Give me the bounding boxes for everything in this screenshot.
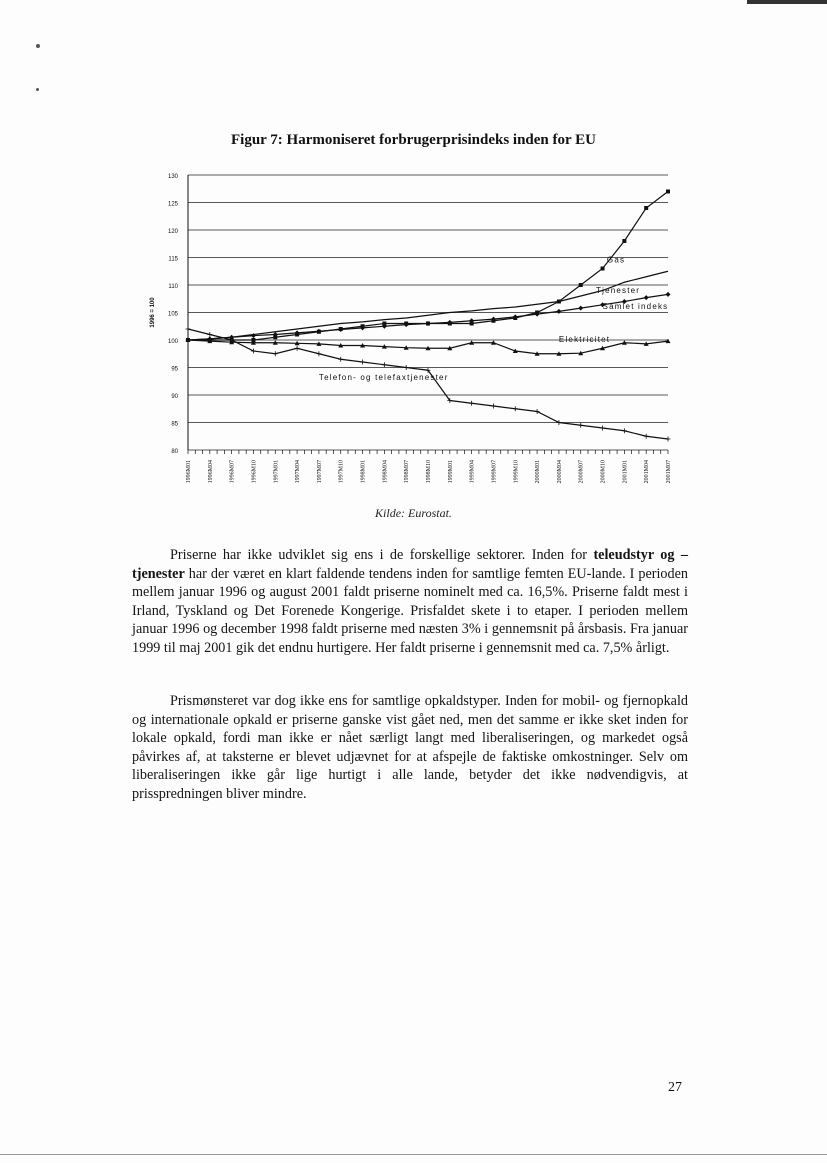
y-tick-label: 85 bbox=[171, 421, 178, 428]
x-tick-label: 1999M07 bbox=[491, 460, 498, 484]
gas-marker bbox=[666, 190, 670, 194]
x-tick-label: 1999M04 bbox=[469, 460, 476, 484]
telefon-marker bbox=[295, 346, 300, 351]
gas-marker bbox=[622, 239, 626, 243]
paragraph-2 bbox=[132, 692, 688, 804]
scan-speck bbox=[36, 88, 39, 91]
index-marker bbox=[644, 295, 649, 300]
gas-marker bbox=[601, 267, 605, 271]
x-tick-label: 1998M04 bbox=[382, 460, 389, 484]
telefon-marker bbox=[404, 365, 409, 370]
x-tick-label: 1998M10 bbox=[426, 460, 432, 484]
telefon-marker bbox=[513, 406, 518, 411]
x-tick-label: 1997M07 bbox=[316, 460, 323, 484]
figure-title: Figur 7: Harmoniseret forbrugerprisindeks inden for EU bbox=[231, 132, 596, 148]
y-tick-label: 90 bbox=[171, 394, 178, 400]
series-label-2: Samlet indeks bbox=[602, 301, 669, 311]
index-marker bbox=[556, 309, 561, 314]
paragraph-2-body: Prismønsteret var dog ikke ens for samtlige opkaldstyper. Inden for mobil- og fjernopkald og internationale opkald er priserne ganske vist gået ned, men det samme er ikke sket inden for lokale opkald, fordi man ikke er nået særligt langt med liberaliseringen, og markedet også påvirkes af, at taksterne er blevet udjævnet for at afspejle de faktiske omkostninger. Selv om liberaliseringen ikke går lige hurtigt i alle lande, betyder det ikke nødvendigvis, at prisspredningen bliver mindre. bbox=[132, 693, 688, 802]
x-tick-label: 2000M10 bbox=[600, 460, 607, 484]
index-marker bbox=[666, 292, 671, 297]
telefon-marker bbox=[360, 360, 365, 365]
telefon-marker bbox=[251, 349, 256, 354]
telefon-marker bbox=[600, 426, 605, 431]
x-tick-label: 1996M10 bbox=[251, 460, 258, 484]
y-tick-label: 130 bbox=[167, 174, 178, 180]
x-tick-label: 2000M04 bbox=[556, 460, 563, 484]
paragraph-1 bbox=[132, 546, 688, 658]
y-tick-label: 80 bbox=[171, 449, 178, 455]
index-marker bbox=[578, 306, 583, 311]
x-tick-label: 1996M01 bbox=[186, 460, 192, 484]
x-tick-label: 1997M01 bbox=[273, 460, 280, 484]
series-label-0: Gas bbox=[606, 255, 626, 265]
telefon-marker bbox=[556, 420, 561, 425]
telefon-marker bbox=[644, 434, 649, 439]
y-axis-label: 1996 = 100 bbox=[150, 297, 156, 328]
telefon-marker bbox=[186, 327, 191, 332]
page-number: 27 bbox=[668, 1080, 682, 1095]
scan-edge-line bbox=[747, 0, 827, 4]
telefon-marker bbox=[316, 351, 321, 356]
telefon-marker bbox=[382, 362, 387, 367]
x-tick-label: 2001M01 bbox=[622, 460, 629, 484]
y-tick-label: 120 bbox=[167, 229, 178, 235]
x-tick-label: 1999M01 bbox=[447, 460, 454, 484]
telefon-marker bbox=[273, 351, 278, 356]
telefon-marker bbox=[666, 437, 671, 442]
x-tick-label: 2000M07 bbox=[578, 460, 585, 484]
gas-marker bbox=[644, 206, 648, 210]
telefon-marker bbox=[469, 401, 474, 406]
telefon-marker bbox=[207, 332, 212, 337]
x-tick-label: 1998M07 bbox=[404, 460, 411, 484]
x-tick-label: 2001M07 bbox=[666, 460, 672, 484]
telefon-marker bbox=[491, 404, 496, 409]
telefon-marker bbox=[622, 428, 627, 433]
x-tick-label: 2001M04 bbox=[644, 460, 651, 484]
paragraph-1-intro: Priserne har ikke udviklet sig ens i de forskellige sektorer. Inden for bbox=[170, 547, 594, 563]
series-label-1: Tjenester bbox=[596, 286, 641, 295]
x-tick-label: 1998M01 bbox=[360, 460, 367, 484]
paragraph-1-emphasis: teleudstyr og –tjenester bbox=[132, 547, 688, 582]
series-label-4: Telefon- og telefaxtjenester bbox=[318, 372, 449, 382]
x-tick-label: 1996M07 bbox=[229, 460, 236, 484]
scan-speck bbox=[36, 44, 40, 48]
y-tick-label: 115 bbox=[168, 256, 178, 263]
figure-source: Kilde: Eurostat. bbox=[375, 506, 452, 520]
y-tick-label: 105 bbox=[167, 311, 178, 318]
telefon-marker bbox=[338, 357, 343, 362]
hicp-line-chart bbox=[140, 160, 720, 500]
y-tick-label: 110 bbox=[168, 284, 178, 290]
x-tick-label: 1999M10 bbox=[513, 460, 520, 484]
series-label-3: Elektricitet bbox=[558, 334, 611, 344]
series-line-0 bbox=[188, 192, 668, 341]
x-tick-label: 2000M01 bbox=[535, 460, 542, 484]
x-tick-label: 1997M04 bbox=[295, 460, 302, 484]
x-tick-label: 1996M04 bbox=[207, 460, 214, 484]
y-tick-label: 95 bbox=[171, 366, 178, 373]
y-tick-label: 100 bbox=[167, 339, 178, 345]
x-tick-label: 1997M10 bbox=[338, 460, 345, 484]
telefon-marker bbox=[578, 423, 583, 428]
paragraph-1-body: har der været en klart faldende tendens inden for samtlige femten EU-lande. I perioden mellem januar 1996 og august 2001 faldt priserne nominelt med ca. 16,5%. Priserne faldt mest i Irland, Tyskland og Det Forenede Kongerige. Prisfaldet skete i to etaper. I perioden mellem januar 1996 og december 1998 faldt priserne med næsten 3% i gennemsnit på årsbasis. Fra januar 1999 til maj 2001 gik det endnu hurtigere. Her faldt priserne i gennemsnit med ca. 7,5% årligt. bbox=[132, 565, 688, 656]
telefon-marker bbox=[535, 409, 540, 414]
gas-marker bbox=[579, 283, 583, 287]
y-tick-label: 125 bbox=[167, 201, 178, 208]
scan-bottom-line bbox=[0, 1154, 827, 1155]
